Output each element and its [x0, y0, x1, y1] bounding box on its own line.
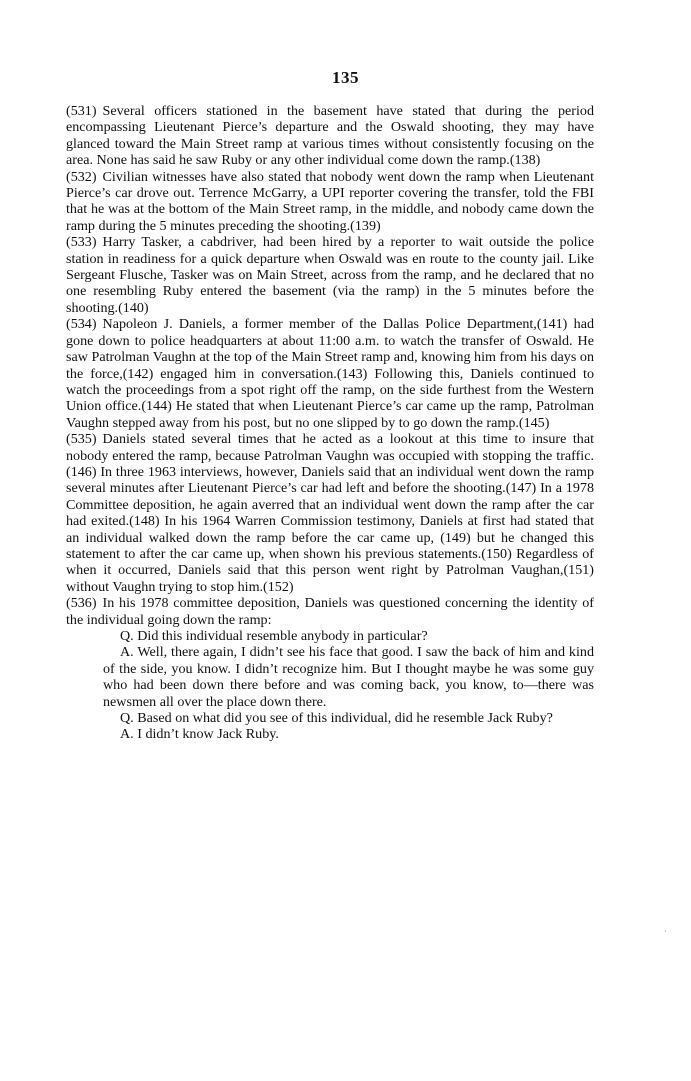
paragraph-536: [66, 595, 594, 628]
paragraph-number: (536): [66, 595, 97, 612]
testimony-question: Q. Based on what did you see of this individual, did he resemble Jack Ruby?: [120, 710, 553, 727]
paragraph-number: (531): [66, 103, 97, 119]
paragraph-534: [66, 316, 594, 431]
testimony-answer: A. Well, there again, I didn’t see his face that good. I saw the back of him and kind of the side, you know. I didn’t recognize him. But I thought maybe he was some guy who had been down there before and was coming back, you know, to—there was newsmen all over the place down there.: [103, 644, 594, 710]
paragraph-text: Harry Tasker, a cabdriver, had been hired by a reporter to wait outside the police station in readiness for a quick departure when Oswald was en route to the county jail. Like Sergeant Flusche, Tasker was on Main Street, across from the ramp, and he declared that no one resembling Ruby entered the basement (via the ramp) in the 5 minutes before the shooting.(140): [66, 234, 594, 316]
paragraph-535: [66, 431, 594, 595]
paragraph-text: Daniels stated several times that he acted as a lookout at this time to insure that nobody entered the ramp, because Patrolman Vaughn was occupied with stopping the traffic.(146) In three 1963 interviews, however, Daniels said that an individual went down the ramp several minutes after Lieutenant Pierce’s car had left and before the shooting.(147) In a 1978 Committee deposition, he again averred that an individual went down the ramp after the car had exited.(148) In his 1964 Warren Commission testimony, Daniels at first had stated that an individual walked down the ramp before the car came up, (149) but he changed this statement to after the car came up, when shown his previous statements.(150) Regardless of when it occurred, Daniels said that this person went right by Patrolman Vaughan,(151) without Vaughn trying to stop him.(152): [66, 431, 594, 595]
paragraph-532: [66, 169, 594, 235]
page-number: 135: [332, 68, 359, 87]
body-text: [66, 103, 594, 743]
paragraph-number: (534): [66, 316, 97, 333]
margin-mark: ·: [664, 927, 667, 936]
paragraph-number: (535): [66, 431, 97, 448]
paragraph-text: In his 1978 committee deposition, Daniels was questioned concerning the identity of the individual going down the ramp:: [66, 595, 594, 628]
paragraph-531: [66, 103, 594, 169]
paragraph-text: Civilian witnesses have also stated that nobody went down the ramp when Lieutenant Pierce’s car drove out. Terrence McGarry, a UPI reporter covering the transfer, told the FBI that he was at the bottom of the Main Street ramp, in the middle, and nobody came down the ramp during the 5 minutes preceding the shooting.(139): [66, 168, 594, 234]
paragraph-text: Napoleon J. Daniels, a former member of the Dallas Police Department,(141) had gone down to police headquarters at about 11:00 a.m. to watch the transfer of Oswald. He saw Patrolman Vaughn at the top of the Main Street ramp and, knowing him from his days on the force,(142) engaged him in conversation.(143) Following this, Daniels continued to watch the proceedings from a spot right off the ramp, on the side furthest from the Western Union office.(144) He stated that when Lieutenant Pierce’s car came up the ramp, Patrolman Vaughn stepped away from his post, but no one slipped by to go down the ramp.(145): [66, 316, 594, 431]
paragraph-number: (532): [66, 168, 97, 185]
paragraph-text: Several officers stationed in the basement have stated that during the period encompassing Lieutenant Pierce’s departure and the Oswald shooting, they may have glanced toward the Main Street ramp at various times without consistently focusing on the area. None has said he saw Ruby or any other individual come down the ramp.(138): [66, 103, 594, 169]
testimony-answer: A. I didn’t know Jack Ruby.: [120, 726, 279, 743]
paragraph-533: [66, 234, 594, 316]
testimony-question: Q. Did this individual resemble anybody in particular?: [120, 628, 428, 644]
paragraph-number: (533): [66, 234, 97, 251]
testimony-block: [66, 628, 594, 743]
